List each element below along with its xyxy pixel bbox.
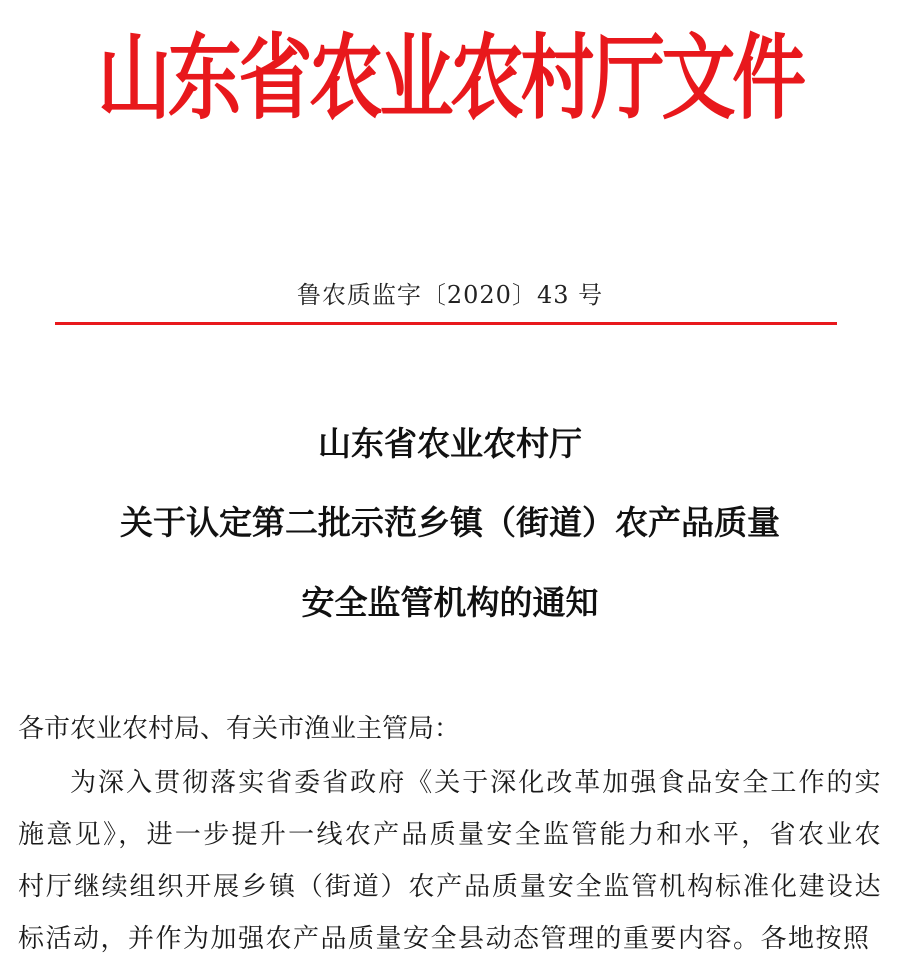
document-title-line-1: 山东省农业农村厅	[318, 424, 582, 463]
document-title-line-2: 关于认定第二批示范乡镇（街道）农产品质量	[120, 503, 780, 542]
red-divider-line	[55, 322, 837, 325]
body-paragraph: 为深入贯彻落实省委省政府《关于深化改革加强食品安全工作的实施意见》，进一步提升一线农产品质量安全监管能力和水平，省农业农村厅继续组织开展乡镇（街道）农产品质量安全监管机构标准化建设达标活动，并作为加强农产品质量安全县动态管理的重要内容。各地按照	[18, 768, 882, 954]
red-masthead: 山东省农业农村厅文件	[97, 24, 803, 133]
document-title-line-3: 安全监管机构的通知	[301, 583, 599, 622]
salutation: 各市农业农村局、有关市渔业主管局：	[18, 714, 461, 744]
document-number: 鲁农质监字〔2020〕43 号	[296, 281, 604, 309]
